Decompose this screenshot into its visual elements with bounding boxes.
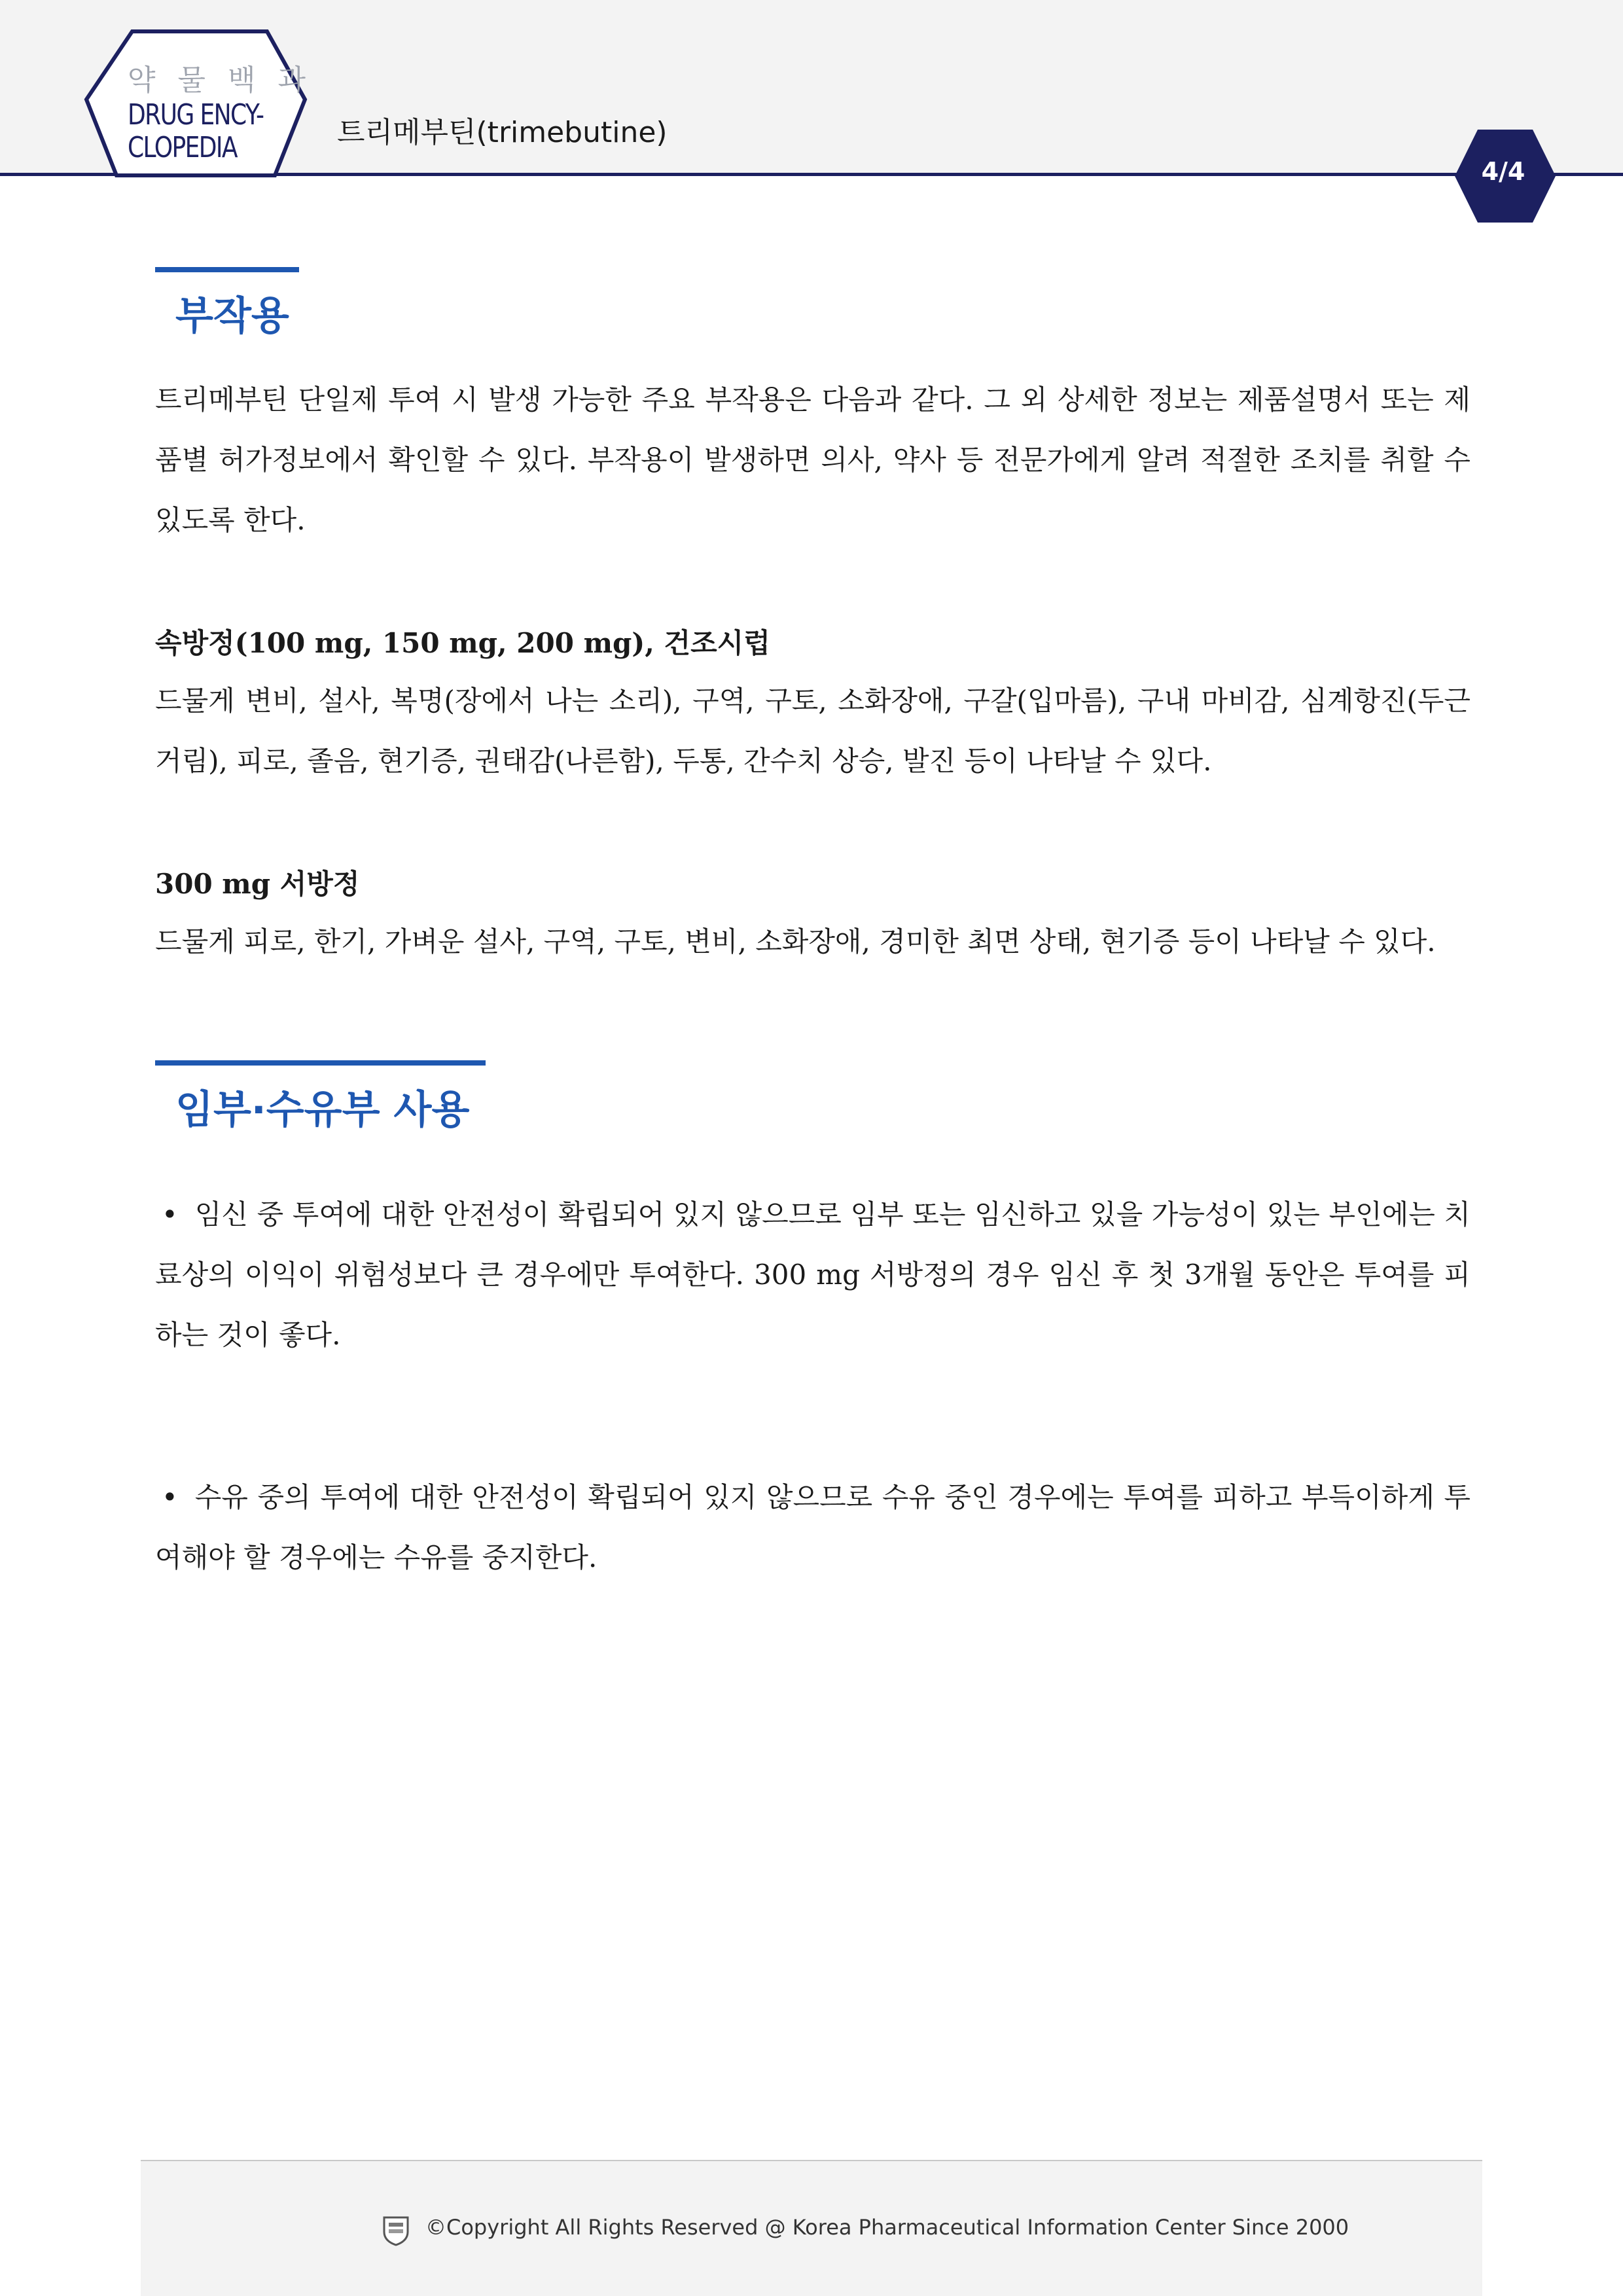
lactation-bullet-text: 수유 중의 투여에 대한 안전성이 확립되어 있지 않으므로 수유 중인 경우에는 투여를 피하고 부득이하게 투여해야 할 경우에는 수유를 중지한다. xyxy=(155,1481,1471,1573)
section-title-pregnancy: 임부·수유부 사용 xyxy=(175,1087,470,1133)
lactation-bullet xyxy=(155,1467,1471,1588)
subsection-text-immediate-release: 드물게 변비, 설사, 복명(장에서 나는 소리), 구역, 구토, 소화장애, 구갈(입마름), 구내 마비감, 심계항진(두근거림), 피로, 졸음, 현기증, 권태감(나른함), 두통, 간수치 상승, 발진 등이 나타날 수 있다. xyxy=(155,685,1471,777)
logo-english-line1: DRUG ENCY- xyxy=(128,98,264,132)
subsection-text-sustained-release: 드물게 피로, 한기, 가벼운 설사, 구역, 구토, 변비, 소화장애, 경미한 최면 상태, 현기증 등이 나타날 수 있다. xyxy=(155,925,1436,958)
side-effects-intro: 트리메부틴 단일제 투여 시 발생 가능한 주요 부작용은 다음과 같다. 그 외 상세한 정보는 제품설명서 또는 제품별 허가정보에서 확인할 수 있다. 부작용이 발생하면 의사, 약사 등 전문가에게 알려 적절한 조치를 취할 수 있도록 한다. xyxy=(155,384,1471,536)
logo-korean: 약 물 백 과 xyxy=(128,63,312,97)
document-title: 트리메부틴(trimebutine) xyxy=(337,116,668,149)
pregnancy-bullet-text: 임신 중 투여에 대한 안전성이 확립되어 있지 않으므로 임부 또는 임신하고 있을 가능성이 있는 부인에는 치료상의 이익이 위험성보다 큰 경우에만 투여한다. 300 mg 서방정의 경우 임신 후 첫 3개월 동안은 투여를 피하는 것이 좋다. xyxy=(155,1198,1471,1351)
page-indicator: 4/4 xyxy=(1481,157,1525,186)
subsection-heading-immediate-release: 속방정(100 mg, 150 mg, 200 mg), 건조시럽 xyxy=(155,627,770,659)
logo-english-line2: CLOPEDIA xyxy=(128,131,237,164)
pregnancy-bullet xyxy=(155,1185,1471,1365)
bullet-marker: • xyxy=(162,1198,178,1230)
logo xyxy=(128,62,312,164)
subsection-heading-sustained-release: 300 mg 서방정 xyxy=(155,868,360,900)
section-title-side-effects: 부작용 xyxy=(175,293,289,339)
kpic-emblem-icon xyxy=(382,2215,410,2246)
bullet-marker: • xyxy=(162,1481,178,1513)
section-bar-pregnancy xyxy=(155,1060,486,1066)
section-bar-side-effects xyxy=(155,267,299,272)
footer-copyright: ©Copyright All Rights Reserved @ Korea Pharmaceutical Information Center Since 2000 xyxy=(425,2215,1349,2240)
